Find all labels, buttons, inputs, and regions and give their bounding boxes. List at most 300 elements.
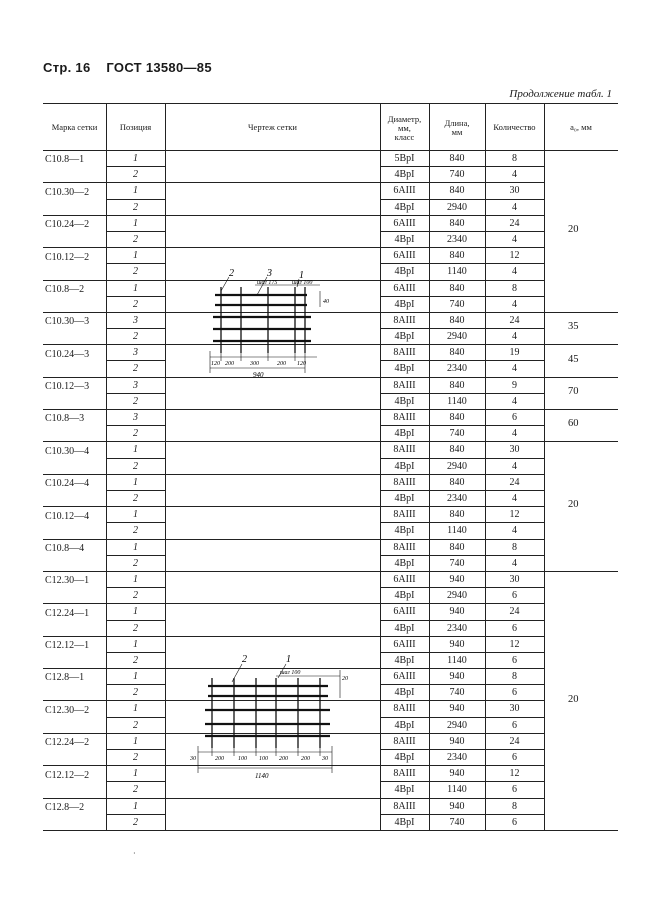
drawing1-callout: 1 [299,270,304,281]
table-row-rule [380,215,544,216]
position-cell: 2 [133,784,138,795]
table-subrow-rule [106,587,165,588]
position-cell: 1 [133,153,138,164]
table-subrow-rule [380,749,544,750]
position-cell: 2 [133,428,138,439]
diameter-cell: 4ВрI [394,299,415,310]
table-bottom-rule [43,830,618,831]
table-row-rule [380,280,544,281]
mesh-mark: С10.12—2 [45,251,90,263]
length-cell: 2340 [447,363,467,374]
a0-value: 70 [568,386,579,397]
position-cell: 2 [133,461,138,472]
table-row-rule [380,409,544,410]
count-cell: 8 [512,153,517,164]
drawing1-side-dim: 40 [323,299,329,305]
drawing1-total: 940 [253,371,264,379]
length-cell: 840 [449,509,465,520]
length-cell: 740 [449,299,465,310]
page-header [43,60,212,75]
diameter-cell: 4ВрI [394,234,415,245]
length-cell: 2340 [447,234,467,245]
length-cell: 840 [449,444,465,455]
length-cell: 940 [449,768,465,779]
drawing2-total: 1140 [255,772,269,780]
table-subrow-rule [106,199,165,200]
diameter-cell: 4ВрI [394,687,415,698]
table-column-rule [544,103,545,830]
position-cell: 1 [133,736,138,747]
length-cell: 740 [449,428,465,439]
count-cell: 24 [509,218,520,229]
a0-value: 20 [568,499,579,510]
a0-group-rule [544,571,618,572]
length-cell: 840 [449,315,465,326]
table-subrow-rule [106,166,165,167]
mesh-mark: С10.12—4 [45,510,90,522]
drawing1-step-label: шаг 175 [257,280,278,286]
length-cell: 740 [449,169,465,180]
table-row-rule [380,312,544,313]
position-cell: 2 [133,169,138,180]
position-cell: 2 [133,234,138,245]
table-row-rule [380,474,544,475]
position-cell: 2 [133,266,138,277]
count-cell: 6 [512,655,517,666]
table-header-rule [43,150,618,151]
table-row-rule [380,377,544,378]
table-row-rule [380,765,544,766]
table-subrow-rule [106,684,165,685]
mesh-mark: С10.8—1 [45,154,85,165]
diameter-cell: 4ВрI [394,493,415,504]
a0-value: 20 [568,693,579,705]
table-subrow-rule [106,296,165,297]
diameter-cell: 8АIII [393,412,416,423]
count-cell: 6 [512,720,517,731]
a0-group-rule [544,377,618,378]
position-cell: 1 [133,639,138,650]
position-cell: 2 [133,202,138,213]
position-cell: 2 [133,396,138,407]
count-cell: 6 [512,590,517,601]
count-cell: 4 [512,234,517,245]
count-cell: 6 [512,687,517,698]
column-header-mark: Марка сетки [51,122,98,132]
mesh-mark: С10.8—3 [45,413,85,424]
table-subrow-rule [380,684,544,685]
drawing1-dim: 120 [297,361,306,367]
position-cell: 1 [133,509,138,520]
count-cell: 6 [512,752,517,763]
table-subrow-rule [106,814,165,815]
count-cell: 30 [509,185,520,196]
length-cell: 940 [449,703,465,714]
position-cell: 1 [133,218,138,229]
count-cell: 4 [512,558,517,569]
table-subrow-rule [380,652,544,653]
mesh-mark: С12.30—2 [45,704,90,716]
length-cell: 940 [449,801,465,812]
drawing1-dim: 300 [250,361,259,367]
drawing2-dim: 100 [238,756,247,762]
position-cell: 2 [133,623,138,634]
position-cell: 1 [133,542,138,553]
count-cell: 30 [509,574,520,585]
table-subrow-rule [106,717,165,718]
mesh-mark: С10.8—2 [45,284,85,295]
diameter-cell: 4ВрI [394,396,415,407]
count-cell: 4 [512,461,517,472]
diameter-cell: 4ВрI [394,655,415,666]
column-header-position: Позиция [119,122,152,132]
diameter-cell: 4ВрI [394,784,415,795]
diameter-cell: 8АIII [393,444,416,455]
count-cell: 4 [512,331,517,342]
table-subrow-rule [380,263,544,264]
column-header-length: Длина, [444,118,470,128]
position-cell: 2 [133,331,138,342]
a0-group-rule [544,344,618,345]
table-row-rule [380,603,544,604]
count-cell: 24 [509,315,520,326]
length-cell: 1140 [447,525,467,536]
diameter-cell: 6АIII [393,574,416,585]
diameter-cell: 4ВрI [394,428,415,439]
table-subrow-rule [106,393,165,394]
length-cell: 2940 [447,202,467,213]
drawing2-step-label: шаг 100 [280,670,301,676]
mesh-mark: С10.24—2 [45,219,90,230]
diameter-cell: 4ВрI [394,623,415,634]
a0-value: 20 [568,224,579,235]
diameter-cell: 6АIII [393,218,416,229]
position-cell: 1 [133,185,138,196]
table-row-rule [380,247,544,248]
length-cell: 2940 [447,331,467,342]
drawing1-dim: 200 [225,361,234,367]
mesh-mark: С12.8—1 [45,672,85,683]
table-subrow-rule [380,328,544,329]
diameter-cell: 8АIII [393,736,416,747]
table-row-rule [380,798,544,799]
length-cell: 2340 [447,752,467,763]
table-subrow-rule [106,328,165,329]
table-row-rule [380,700,544,701]
drawing2-dim: 200 [279,756,288,762]
count-cell: 30 [509,444,520,455]
count-cell: 4 [512,396,517,407]
count-cell: 12 [509,509,520,520]
length-cell: 840 [449,412,465,423]
diameter-cell: 8АIII [393,315,416,326]
position-cell: 2 [133,363,138,374]
drawing-group-rule [165,571,380,572]
diameter-cell: 8АIII [393,347,416,358]
table-subrow-rule [380,555,544,556]
mesh-mark: С12.24—2 [45,737,90,748]
table-row-rule [380,733,544,734]
drawing2-dim: 200 [301,756,310,762]
length-cell: 840 [449,347,465,358]
length-cell: 940 [449,736,465,747]
table-subrow-rule [106,231,165,232]
column-header-diameter: Диаметр, [387,114,422,124]
table-subrow-rule [380,166,544,167]
count-cell: 6 [512,817,517,828]
table-row-rule [43,798,380,799]
position-cell: 1 [133,801,138,812]
table-row-rule [380,441,544,442]
drawing2-dim: 30 [190,756,196,762]
table-row-rule [380,571,544,572]
table-subrow-rule [106,425,165,426]
diameter-cell: 4ВрI [394,363,415,374]
length-cell: 840 [449,477,465,488]
table-subrow-rule [106,360,165,361]
table-subrow-rule [380,296,544,297]
diameter-cell: 8АIII [393,380,416,391]
length-cell: 940 [449,639,465,650]
mesh-mark: С10.30—4 [45,445,90,457]
length-cell: 2940 [447,590,467,601]
diameter-cell: 6АIII [393,250,416,261]
count-cell: 6 [512,412,517,423]
table-row-rule [380,636,544,637]
table-row-rule [43,182,380,183]
count-cell: 4 [512,202,517,213]
diameter-cell: 6АIII [393,283,416,294]
count-cell: 24 [509,477,520,488]
mesh-mark: С10.24—4 [45,478,90,489]
table-row-rule [43,441,380,442]
count-cell: 8 [512,542,517,553]
position-cell: 1 [133,444,138,455]
table-subrow-rule [106,620,165,621]
table-row-rule [43,506,380,507]
diameter-cell: 4ВрI [394,169,415,180]
table-subrow-rule [106,781,165,782]
drawing2-dim: 200 [215,756,224,762]
position-cell: 3 [133,315,138,326]
length-cell: 840 [449,250,465,261]
length-cell: 2340 [447,493,467,504]
table-subrow-rule [380,717,544,718]
table-row-rule [380,668,544,669]
position-cell: 1 [133,768,138,779]
count-cell: 12 [509,768,520,779]
column-header-count: Количество [493,122,536,132]
position-cell: 2 [133,525,138,536]
count-cell: 12 [509,250,520,261]
table-row-rule [43,636,380,637]
diameter-cell: 4ВрI [394,590,415,601]
table-subrow-rule [106,652,165,653]
table-row-rule [380,182,544,183]
table-subrow-rule [106,458,165,459]
table-subrow-rule [380,425,544,426]
length-cell: 840 [449,153,465,164]
diameter-cell: 4ВрI [394,720,415,731]
diameter-cell: 4ВрI [394,525,415,536]
length-cell: 740 [449,558,465,569]
position-cell: 2 [133,752,138,763]
position-cell: 2 [133,687,138,698]
diameter-cell: 8АIII [393,801,416,812]
count-cell: 12 [509,639,520,650]
length-cell: 1140 [447,784,467,795]
mesh-mark: С10.8—4 [45,543,85,554]
length-cell: 1140 [447,655,467,666]
drawing1-step-label: шаг 100 [292,280,313,286]
table-subrow-rule [380,458,544,459]
table-subrow-rule [106,263,165,264]
position-cell: 3 [133,380,138,391]
length-cell: 2940 [447,720,467,731]
drawing2-dim: 30 [322,756,328,762]
mesh-mark: С12.24—1 [45,607,90,619]
a0-group-rule [544,312,618,313]
mesh-mark: С10.30—2 [45,186,90,198]
diameter-cell: 4ВрI [394,558,415,569]
count-cell: 9 [512,380,517,391]
column-header-length: мм [451,127,463,137]
table-subrow-rule [380,490,544,491]
position-cell: 2 [133,655,138,666]
length-cell: 2340 [447,623,467,634]
table-subrow-rule [106,490,165,491]
table-subrow-rule [380,620,544,621]
diameter-cell: 4ВрI [394,817,415,828]
count-cell: 4 [512,428,517,439]
drawing2-side-dim: 20 [342,676,348,682]
table-subrow-rule [380,360,544,361]
drawing1-dim: 120 [211,361,220,367]
mesh-mark: С10.12—3 [45,381,90,392]
mesh-mark: С12.12—2 [45,769,90,781]
count-cell: 19 [509,347,520,358]
table-subrow-rule [380,781,544,782]
page-mark: · [133,849,136,858]
count-cell: 6 [512,784,517,795]
table-row-rule [380,539,544,540]
mesh-mark: С10.24—3 [45,348,90,360]
position-cell: 2 [133,558,138,569]
position-cell: 2 [133,720,138,731]
standard-code: ГОСТ 13580—85 [106,60,212,75]
mesh-mark: С12.12—1 [45,640,90,651]
length-cell: 940 [449,606,465,617]
position-cell: 2 [133,817,138,828]
count-cell: 30 [509,703,520,714]
a0-value: 45 [568,353,579,365]
table-row-rule [43,539,380,540]
diameter-cell: 4ВрI [394,266,415,277]
a0-group-rule [544,441,618,442]
table-subrow-rule [380,522,544,523]
length-cell: 2940 [447,461,467,472]
diameter-cell: 6АIII [393,606,416,617]
mesh-mark: С12.30—1 [45,575,90,586]
column-header-drawing: Чертеж сетки [248,122,297,132]
position-cell: 1 [133,606,138,617]
count-cell: 24 [509,606,520,617]
diameter-cell: 4ВрI [394,331,415,342]
table-subrow-rule [380,587,544,588]
table-row-rule [43,215,380,216]
length-cell: 740 [449,687,465,698]
length-cell: 840 [449,380,465,391]
position-cell: 1 [133,283,138,294]
diameter-cell: 4ВрI [394,752,415,763]
drawing1-callout: 3 [267,268,272,279]
position-cell: 1 [133,250,138,261]
table-row-rule [380,506,544,507]
table-top-rule [43,103,618,104]
length-cell: 1140 [447,396,467,407]
position-cell: 1 [133,671,138,682]
count-cell: 24 [509,736,520,747]
diameter-cell: 6АIII [393,671,416,682]
table-continuation-note: Продолжение табл. 1 [509,88,612,100]
count-cell: 4 [512,169,517,180]
drawing1-dim: 200 [277,361,286,367]
diameter-cell: 8АIII [393,542,416,553]
page-number: Стр. 16 [43,60,91,75]
diameter-cell: 5ВрI [394,153,415,164]
mesh-mark: С10.30—3 [45,316,90,327]
diameter-cell: 8АIII [393,768,416,779]
diameter-cell: 4ВрI [394,461,415,472]
diameter-cell: 6АIII [393,639,416,650]
length-cell: 840 [449,283,465,294]
position-cell: 1 [133,703,138,714]
diameter-cell: 8АIII [393,509,416,520]
count-cell: 4 [512,266,517,277]
count-cell: 8 [512,283,517,294]
table-row-rule [43,474,380,475]
count-cell: 4 [512,363,517,374]
count-cell: 8 [512,671,517,682]
a0-group-rule [544,409,618,410]
length-cell: 1140 [447,266,467,277]
mesh-drawing-2 [190,648,350,783]
position-cell: 2 [133,299,138,310]
position-cell: 1 [133,477,138,488]
diameter-cell: 4ВрI [394,202,415,213]
diameter-cell: 8АIII [393,477,416,488]
length-cell: 740 [449,817,465,828]
position-cell: 2 [133,590,138,601]
table-row-rule [43,603,380,604]
table-subrow-rule [106,522,165,523]
a0-value: 60 [568,418,579,429]
count-cell: 4 [512,493,517,504]
length-cell: 840 [449,185,465,196]
drawing2-dim: 100 [259,756,268,762]
table-row-rule [380,344,544,345]
column-header-diameter: мм, [398,123,411,133]
mesh-mark: С12.8—2 [45,802,85,813]
table-subrow-rule [380,231,544,232]
table-row-rule [43,409,380,410]
position-cell: 2 [133,493,138,504]
position-cell: 3 [133,347,138,358]
table-subrow-rule [106,749,165,750]
diameter-cell: 6АIII [393,185,416,196]
length-cell: 840 [449,542,465,553]
position-cell: 3 [133,412,138,423]
